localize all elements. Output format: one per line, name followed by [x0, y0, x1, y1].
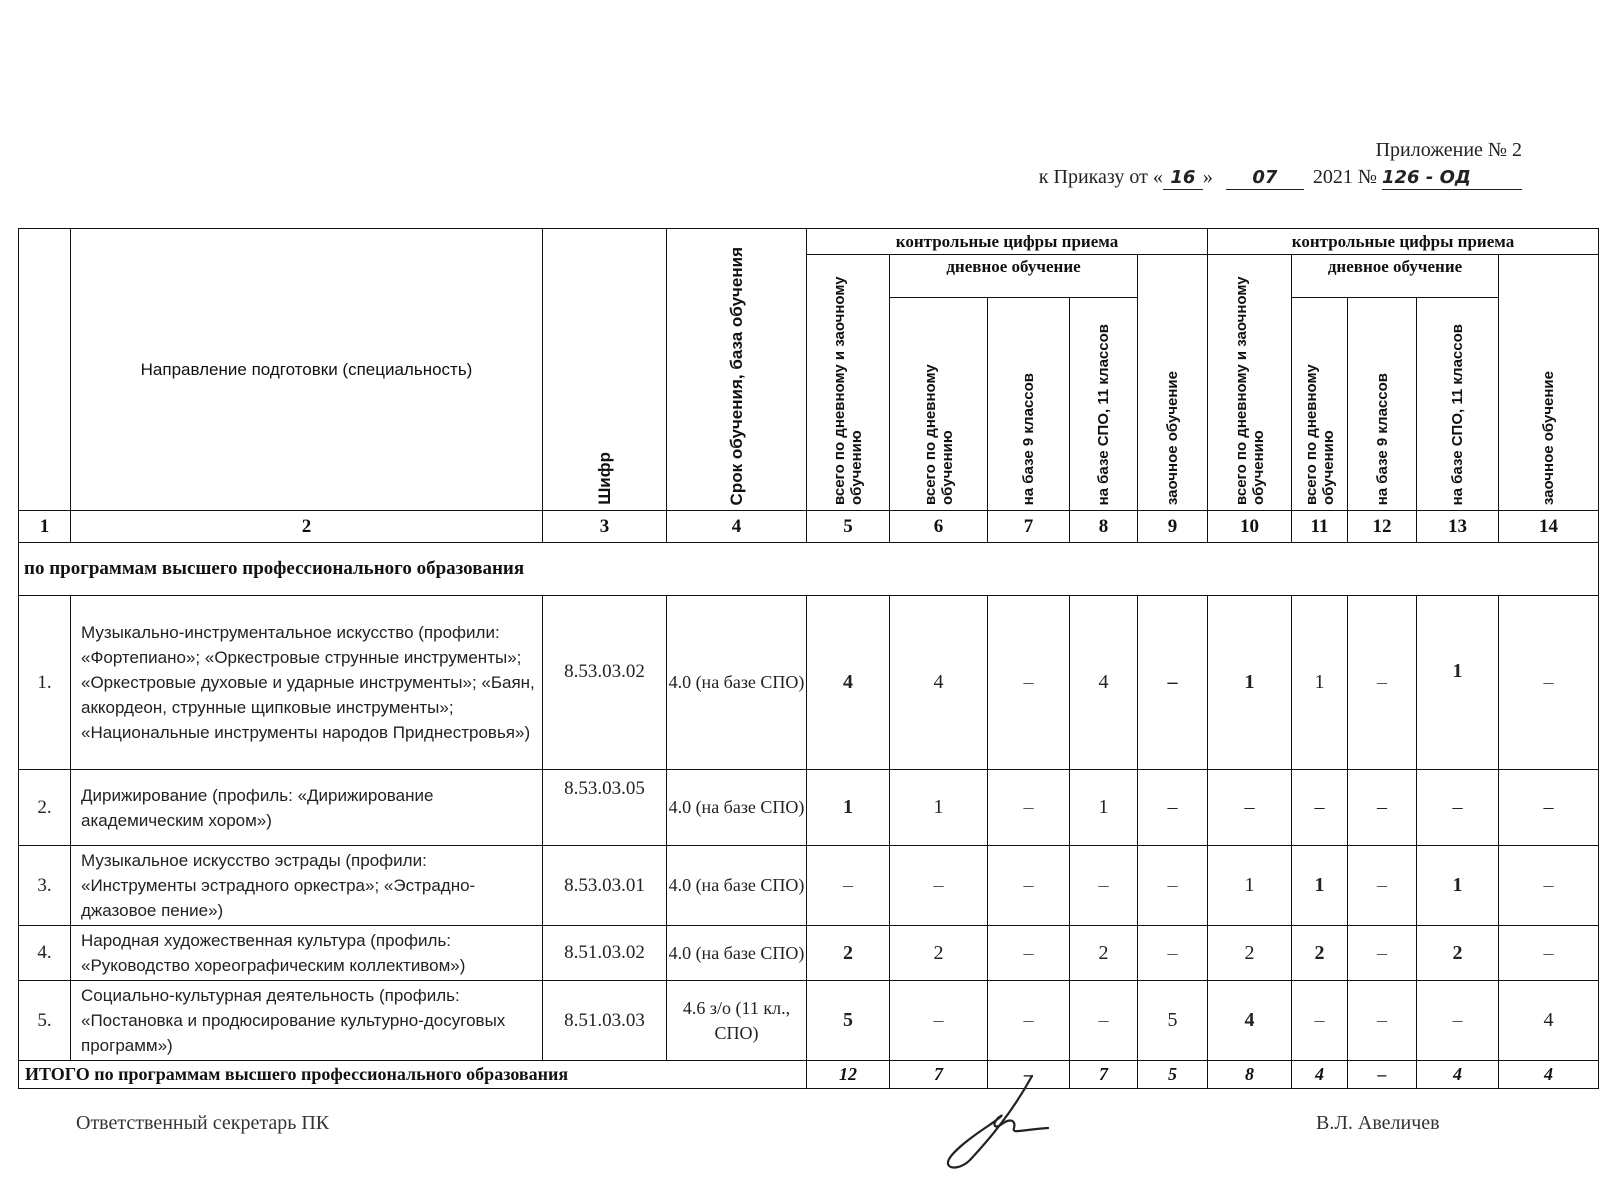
row-index: 4.: [19, 926, 71, 981]
column-number: 13: [1417, 511, 1499, 543]
header-col5: всего по дневному и заочному обучению: [807, 255, 890, 511]
table-row: [19, 846, 1599, 926]
row-col9: –: [1138, 926, 1208, 981]
signatory-name: В.Л. Авеличев: [1316, 1112, 1440, 1134]
total-col13: 4: [1417, 1061, 1499, 1089]
row-col14: –: [1499, 596, 1599, 770]
row-col5: 5: [807, 981, 890, 1061]
header-col7: на базе 9 классов: [988, 298, 1070, 511]
group-header-1: контрольные цифры приема: [807, 229, 1208, 255]
column-number-row: [19, 511, 1599, 543]
appendix-title: Приложение № 2: [1375, 139, 1522, 161]
column-number: 2: [71, 511, 543, 543]
row-col13: –: [1417, 770, 1499, 846]
row-col6: –: [890, 846, 988, 926]
header-direction: Направление подготовки (специальность): [71, 229, 543, 511]
column-number: 14: [1499, 511, 1599, 543]
total-col11: 4: [1292, 1061, 1348, 1089]
group-header-2: контрольные цифры приема: [1208, 229, 1599, 255]
admission-table: [18, 228, 1599, 1089]
row-col6: 1: [890, 770, 988, 846]
row-col10: –: [1208, 770, 1292, 846]
row-col10: 1: [1208, 846, 1292, 926]
row-code: 8.53.03.02: [543, 596, 667, 770]
row-direction: Музыкальное искусство эстрады (профили: «Инструменты эстрадного оркестра»; «Эстрадно-джазовое пение»): [71, 846, 543, 926]
row-code: 8.51.03.02: [543, 926, 667, 981]
row-col10: 1: [1208, 596, 1292, 770]
row-col8: 2: [1070, 926, 1138, 981]
column-number: 6: [890, 511, 988, 543]
header-col10: всего по дневному и заочному обучению: [1208, 255, 1292, 511]
row-col12: –: [1348, 981, 1417, 1061]
section-row: [19, 543, 1599, 596]
row-term: 4.0 (на базе СПО): [667, 846, 807, 926]
header-term: Срок обучения, база обучения: [667, 229, 807, 511]
column-number: 1: [19, 511, 71, 543]
row-col9: –: [1138, 846, 1208, 926]
header-col13: на базе СПО, 11 классов: [1417, 298, 1499, 511]
row-col9: –: [1138, 770, 1208, 846]
row-col5: 2: [807, 926, 890, 981]
row-col5: 4: [807, 596, 890, 770]
row-col7: –: [988, 596, 1070, 770]
row-col6: –: [890, 981, 988, 1061]
row-code: 8.53.03.05: [543, 770, 667, 846]
row-col8: –: [1070, 981, 1138, 1061]
row-term: 4.0 (на базе СПО): [667, 770, 807, 846]
row-col10: 4: [1208, 981, 1292, 1061]
table-row: [19, 596, 1599, 770]
row-col12: –: [1348, 846, 1417, 926]
table-row: [19, 926, 1599, 981]
total-col8: 7: [1070, 1061, 1138, 1089]
section-title: по программам высшего профессионального образования: [19, 543, 1599, 596]
header-col14: заочное обучение: [1499, 255, 1599, 511]
row-col14: –: [1499, 846, 1599, 926]
order-number: 126 - ОД: [1382, 167, 1522, 190]
column-number: 3: [543, 511, 667, 543]
row-direction: Дирижирование (профиль: «Дирижирование академическим хором»): [71, 770, 543, 846]
row-col9: 5: [1138, 981, 1208, 1061]
order-month: 07: [1226, 167, 1304, 190]
row-code: 8.53.03.01: [543, 846, 667, 926]
row-term: 4.0 (на базе СПО): [667, 926, 807, 981]
row-col11: –: [1292, 981, 1348, 1061]
row-col11: 1: [1292, 846, 1348, 926]
total-col6: 7: [890, 1061, 988, 1089]
row-col12: –: [1348, 770, 1417, 846]
header-col11: всего по дневному обучению: [1292, 298, 1348, 511]
column-number: 9: [1138, 511, 1208, 543]
row-col6: 4: [890, 596, 988, 770]
row-col13: 1: [1417, 846, 1499, 926]
row-col8: 4: [1070, 596, 1138, 770]
row-col11: –: [1292, 770, 1348, 846]
total-col7: –: [988, 1061, 1070, 1089]
header-col6: всего по дневному обучению: [890, 298, 988, 511]
row-col12: –: [1348, 926, 1417, 981]
header-col8: на базе СПО, 11 классов: [1070, 298, 1138, 511]
header-index-cell: [19, 229, 71, 511]
total-col5: 12: [807, 1061, 890, 1089]
row-col14: –: [1499, 770, 1599, 846]
row-direction: Народная художественная культура (профиль: «Руководство хореографическим коллективом»): [71, 926, 543, 981]
total-col12: –: [1348, 1061, 1417, 1089]
row-col14: 4: [1499, 981, 1599, 1061]
row-col7: –: [988, 926, 1070, 981]
order-day: 16: [1163, 167, 1203, 190]
row-col11: 1: [1292, 596, 1348, 770]
header-col12: на базе 9 классов: [1348, 298, 1417, 511]
total-row: [19, 1061, 1599, 1089]
table-row: [19, 770, 1599, 846]
row-direction: Социально-культурная деятельность (профиль: «Постановка и продюсирование культурно-досуговых программ»): [71, 981, 543, 1061]
column-number: 7: [988, 511, 1070, 543]
header-code: Шифр: [543, 229, 667, 511]
row-col6: 2: [890, 926, 988, 981]
row-col7: –: [988, 981, 1070, 1061]
column-number: 8: [1070, 511, 1138, 543]
row-code: 8.51.03.03: [543, 981, 667, 1061]
header-col9: заочное обучение: [1138, 255, 1208, 511]
total-col14: 4: [1499, 1061, 1599, 1089]
row-col13: –: [1417, 981, 1499, 1061]
row-direction: Музыкально-инструментальное искусство (профили: «Фортепиано»; «Оркестровые струнные инструменты»; «Оркестровые духовые и ударные инструменты»; «Баян, аккордеон, струнные щипковые инструменты»; «Национальные инструменты народов Приднестровья»): [71, 596, 543, 770]
column-number: 4: [667, 511, 807, 543]
row-col13: 1: [1417, 596, 1499, 770]
signatory-role: Ответственный секретарь ПК: [76, 1112, 330, 1134]
row-col8: –: [1070, 846, 1138, 926]
row-col8: 1: [1070, 770, 1138, 846]
total-col10: 8: [1208, 1061, 1292, 1089]
signature-image: [940, 1068, 1060, 1178]
table-row: [19, 981, 1599, 1061]
row-index: 5.: [19, 981, 71, 1061]
row-col12: –: [1348, 596, 1417, 770]
column-number: 5: [807, 511, 890, 543]
column-number: 11: [1292, 511, 1348, 543]
row-col10: 2: [1208, 926, 1292, 981]
order-line: к Приказу от « 16 » 07 2021 № 126 - ОД: [1039, 164, 1522, 191]
day-header-2: дневное обучение: [1292, 255, 1499, 298]
total-label: ИТОГО по программам высшего профессионального образования: [19, 1061, 807, 1089]
row-col9: –: [1138, 596, 1208, 770]
row-col14: –: [1499, 926, 1599, 981]
row-term: 4.6 з/о (11 кл., СПО): [667, 981, 807, 1061]
row-col11: 2: [1292, 926, 1348, 981]
row-col7: –: [988, 846, 1070, 926]
total-col9: 5: [1138, 1061, 1208, 1089]
row-col5: 1: [807, 770, 890, 846]
row-term: 4.0 (на базе СПО): [667, 596, 807, 770]
row-index: 2.: [19, 770, 71, 846]
day-header-1: дневное обучение: [890, 255, 1138, 298]
row-col7: –: [988, 770, 1070, 846]
document-header: [1039, 137, 1522, 191]
column-number: 12: [1348, 511, 1417, 543]
row-index: 3.: [19, 846, 71, 926]
column-number: 10: [1208, 511, 1292, 543]
row-index: 1.: [19, 596, 71, 770]
row-col13: 2: [1417, 926, 1499, 981]
row-col5: –: [807, 846, 890, 926]
